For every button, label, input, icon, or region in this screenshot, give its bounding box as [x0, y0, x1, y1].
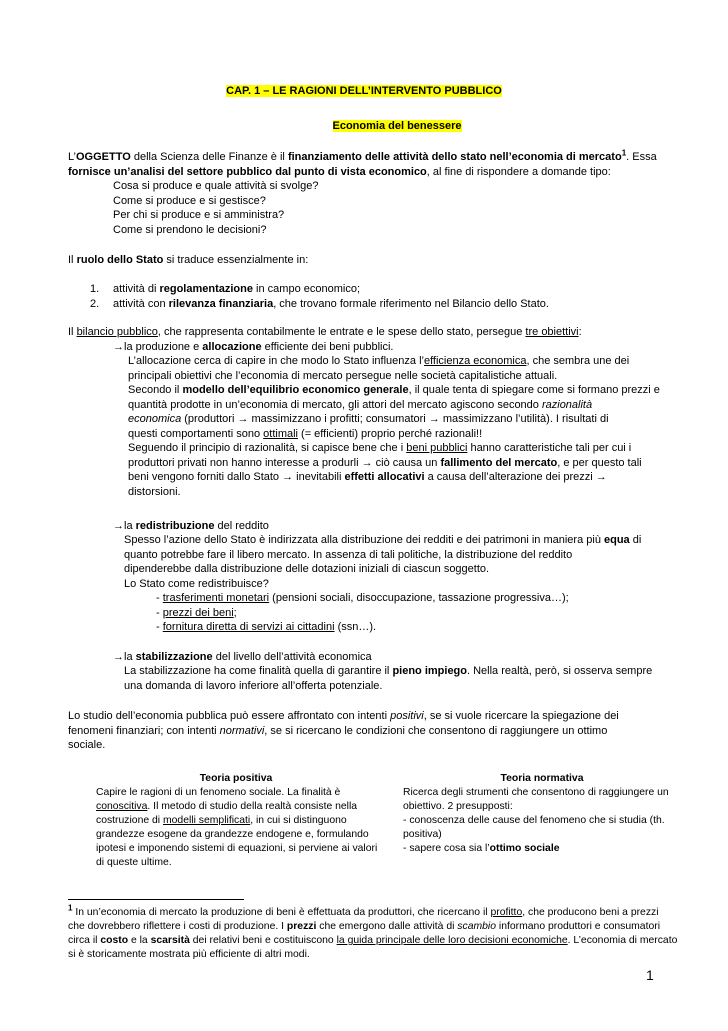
footnote-line: [68, 934, 678, 948]
footnote-underline: profitto: [490, 907, 523, 918]
footnote-line: si è storicamente mostrata più efficiente di altri modi.: [68, 949, 310, 960]
dash: -: [156, 607, 163, 619]
positiva-line: [96, 800, 376, 814]
arrow-icon: →: [361, 457, 373, 469]
positiva-text: , in cui si distinguono: [250, 815, 347, 826]
alloc-text: ciò causa un: [372, 457, 441, 469]
alloc-text: , che sembra une dei: [526, 355, 630, 367]
positiva-underline: modelli semplificati: [163, 815, 251, 826]
redis-text: ;: [233, 607, 237, 619]
ruolo-item-text: [113, 282, 360, 297]
alloc-bold: modello dell’equilibrio economico generale: [182, 384, 409, 396]
teoria-normativa-column: [403, 772, 669, 856]
footnote-text: e la: [128, 935, 151, 946]
list-number: 2.: [90, 298, 100, 310]
bilancio-text: :: [578, 326, 582, 338]
intro-text: della Scienza delle Finanze è il: [130, 151, 288, 163]
redis-line: quanto potrebbe fare il libero mercato. In assenza di tali politiche, la distribuzione del reddito: [124, 549, 573, 561]
alloc-bold: allocazione: [202, 341, 262, 353]
question-item: Per chi si produce e si amministra?: [113, 209, 285, 222]
redis-line: dipenderebbe dalla distribuzione delle dotazioni iniziali di ciascun soggetto.: [124, 563, 490, 575]
redis-bold: equa: [604, 534, 630, 546]
alloc-bold: effetti allocativi: [344, 471, 425, 483]
alloc-line: [128, 354, 629, 369]
alloc-line: [128, 383, 660, 398]
intro-text: . Essa: [626, 151, 657, 163]
normativa-line: obiettivo. 2 presupposti:: [403, 801, 513, 812]
ruolo-text: Il: [68, 254, 77, 266]
normativa-bold: ottimo sociale: [489, 843, 560, 854]
arrow-icon: →: [237, 413, 249, 425]
stab-text: del livello dell’attività economica: [212, 651, 372, 663]
alloc-underline: beni pubblici: [406, 442, 468, 454]
positiva-line: di queste ultime.: [96, 857, 172, 868]
ruolo-text: si traduce essenzialmente in:: [163, 254, 309, 266]
ruolo-item: [90, 282, 99, 297]
redis-text: del reddito: [214, 520, 269, 532]
positiva-underline: conoscitiva: [96, 801, 148, 812]
teoria-normativa-title: Teoria normativa: [500, 773, 584, 784]
footnote-line: [68, 903, 664, 920]
alloc-text: , e per questo tali: [557, 457, 642, 469]
redis-heading: [113, 519, 269, 534]
footnote: [68, 903, 678, 962]
question-list: [113, 179, 318, 237]
footnote-text: circa il: [68, 935, 101, 946]
stab-bold: stabilizzazione: [135, 651, 213, 663]
oggetto-bold: OGGETTO: [75, 151, 131, 163]
alloc-text: L’allocazione cerca di capire in che modo lo Stato influenza l’: [128, 355, 424, 367]
ruolo-line: [68, 253, 308, 268]
stab-text: . Nella realtà, però, si osserva sempre: [467, 665, 653, 677]
bilancio-line: [68, 325, 582, 340]
alloc-text: , il quale tenta di spiegare come si formano prezzi e: [408, 384, 660, 396]
stab-line: [124, 664, 652, 679]
alloc-text: (= efficienti) proprio perché razionali!!: [297, 428, 483, 440]
dash: -: [156, 621, 163, 633]
positiva-text: . Il metodo di studio della realtà consiste nella: [147, 801, 358, 812]
redis-bold: redistribuzione: [135, 520, 215, 532]
alloc-text: massimizzano i profitti; consumatori: [248, 413, 429, 425]
normativa-line: - conoscenza delle cause del fenomeno che si studia (th.: [403, 815, 665, 826]
chapter-title-row: [0, 84, 728, 99]
subtitle: Economia del benessere: [332, 120, 462, 132]
arrow-icon: →: [113, 341, 124, 353]
alloc-line: [128, 398, 592, 413]
stab-line: una domanda di lavoro inferiore all’offerta potenziale.: [124, 680, 383, 692]
redis-text: (pensioni sociali, disoccupazione, tassazione progressiva…);: [269, 592, 569, 604]
normativa-line: Ricerca degli strumenti che consentono di raggiungere un: [403, 787, 669, 798]
alloc-text: hanno caratteristiche tali per cui i: [467, 442, 632, 454]
positiva-text: costruzione di: [96, 815, 163, 826]
footnote-text: , che producono beni a prezzi: [522, 907, 659, 918]
redis-item: [156, 620, 376, 635]
intro-line-1: [68, 150, 660, 165]
dash: -: [156, 592, 163, 604]
footnote-separator: [68, 899, 244, 900]
positiva-line: [96, 814, 376, 828]
studio-text: fenomeni finanziari; con intenti: [68, 724, 220, 737]
studio-line: [68, 709, 660, 724]
alloc-line: [128, 427, 482, 442]
footnote-bold: prezzi: [286, 921, 317, 932]
alloc-text: beni vengono forniti dallo Stato: [128, 471, 283, 483]
studio-text: , se si ricercano le condizioni che consentono di raggiungere un ottimo: [264, 724, 608, 737]
alloc-italic: economica: [128, 413, 182, 425]
bilancio-text: , che rappresenta contabilmente le entrate e le spese dello stato, persegue: [157, 326, 526, 338]
alloc-line: [128, 412, 609, 427]
normativa-line: [403, 842, 661, 856]
item-text: , che trovano formale riferimento nel Bilancio dello Stato.: [273, 298, 549, 310]
footnote-text: informano produttori e consumatori: [496, 921, 661, 932]
footnote-line: [68, 920, 664, 934]
positiva-line: ipotesi e imponendo sistemi di equazioni, si perviene ai valori: [96, 843, 378, 854]
redis-text: di: [629, 534, 642, 546]
alloc-bold: fallimento del mercato: [440, 457, 558, 469]
teoria-positiva-column: [96, 772, 376, 870]
teoria-positiva-title: Teoria positiva: [199, 773, 273, 784]
footnote-bold: costo: [100, 935, 129, 946]
alloc-text: massimizzano l’utilità). I risultati di: [439, 413, 609, 425]
footnote-text: dei relativi beni e costituiscono: [189, 935, 337, 946]
alloc-text: inevitabili: [293, 471, 345, 483]
studio-italic: positivi: [390, 710, 424, 722]
alloc-text: a causa dell’alterazione dei prezzi: [424, 471, 596, 483]
ruolo-item-text: [113, 297, 549, 312]
positiva-line: Capire le ragioni di un fenomeno sociale. La finalità è: [96, 787, 341, 798]
intro-line-2: [68, 165, 611, 180]
redis-text: la: [124, 520, 136, 532]
normativa-text: - sapere cosa sia l’: [403, 843, 490, 854]
alloc-italic: razionalità: [541, 399, 593, 411]
alloc-underline: efficienza economica: [423, 355, 527, 367]
alloc-underline: ottimali: [263, 428, 298, 440]
item-bold: rilevanza finanziaria: [168, 298, 274, 310]
arrow-icon: →: [113, 651, 124, 663]
question-item: Come si prendono le decisioni?: [113, 223, 267, 236]
intro-bold: finanziamento delle attività dello stato nell’economia di mercato: [287, 151, 622, 163]
footnote-underline: la guida principale delle loro decisioni economiche: [336, 935, 568, 946]
alloc-line: distorsioni.: [128, 486, 181, 498]
alloc-heading: [113, 340, 393, 355]
item-text: attività di: [113, 283, 160, 295]
stab-bold: pieno impiego: [392, 665, 467, 677]
footnote-number: 1: [68, 903, 73, 913]
intro-bold: fornisce un’analisi del settore pubblico dal punto di vista economico: [68, 166, 427, 178]
stab-heading: [113, 650, 372, 665]
studio-italic: normativi: [219, 724, 265, 737]
normativa-line: positiva): [403, 829, 442, 840]
studio-line: sociale.: [68, 739, 106, 752]
alloc-text: questi comportamenti sono: [128, 428, 264, 440]
redis-item: [156, 606, 237, 621]
footnote-text: . L’economia di mercato: [567, 935, 678, 946]
alloc-text: Secondo il: [128, 384, 183, 396]
redis-line: Lo Stato come redistribuisce?: [124, 578, 269, 590]
alloc-line: principali obiettivi che l’economia di mercato persegue nelle società capitalistiche attuali.: [128, 370, 558, 382]
ruolo-bold: ruolo dello Stato: [76, 254, 164, 266]
redis-item: [156, 591, 569, 606]
footnote-bold: scarsità: [150, 935, 190, 946]
list-number: 1.: [90, 283, 100, 295]
intro-text: L’: [68, 151, 76, 163]
page-number: 1: [646, 967, 654, 983]
footnote-text: In un’economia di mercato la produzione di beni è effettuata da produttori, che ricercano il: [72, 907, 491, 918]
item-text: in campo economico;: [253, 283, 360, 295]
redis-underline: fornitura diretta di servizi ai cittadini: [162, 621, 335, 633]
footnote-italic: scambio: [457, 921, 496, 932]
redis-underline: prezzi dei beni: [162, 607, 234, 619]
stab-text: la: [124, 651, 136, 663]
footnote-ref[interactable]: 1: [621, 148, 627, 158]
alloc-text: efficiente dei beni pubblici.: [261, 341, 394, 353]
stab-text: La stabilizzazione ha come finalità quella di garantire il: [124, 665, 393, 677]
alloc-text: (produttori: [181, 413, 238, 425]
bilancio-underline: bilancio pubblico: [76, 326, 158, 338]
ruolo-item: [90, 297, 99, 312]
redis-text: Spesso l’azione dello Stato è indirizzata alla distribuzione dei redditi e dei patrimoni in maniera più: [124, 534, 604, 546]
question-item: Cosa si produce e quale attività si svolge?: [113, 180, 319, 192]
alloc-line: [128, 470, 607, 485]
alloc-line: [128, 456, 642, 471]
item-bold: regolamentazione: [159, 283, 253, 295]
alloc-text: Seguendo il principio di razionalità, si capisce bene che i: [128, 442, 407, 454]
alloc-text: produttori privati non hanno interesse a produrli: [128, 457, 362, 469]
studio-paragraph: [68, 709, 660, 753]
alloc-text: la produzione e: [124, 341, 203, 353]
intro-text: , al fine di rispondere a domande tipo:: [426, 166, 611, 178]
studio-text: Lo studio dell’economia pubblica può essere affrontato con intenti: [68, 710, 391, 722]
positiva-line: grandezze esogene da grandezze endogene e, formulando: [96, 829, 369, 840]
studio-text: , se si vuole ricercare la spiegazione dei: [423, 710, 619, 722]
redis-text: (ssn…).: [334, 621, 377, 633]
arrow-icon: →: [428, 413, 440, 425]
question-item: Come si produce e si gestisce?: [113, 194, 266, 207]
arrow-icon: →: [595, 471, 607, 483]
item-text: attività con: [113, 298, 169, 310]
subtitle-row: [0, 119, 728, 134]
alloc-text: quantità prodotte in un’economia di mercato, gli attori del mercato agiscono secondo: [128, 399, 542, 411]
footnote-text: che emergono dalle attività di: [316, 921, 458, 932]
alloc-line: [128, 441, 631, 456]
redis-line: [124, 533, 641, 548]
studio-line: [68, 724, 660, 739]
arrow-icon: →: [282, 471, 294, 483]
arrow-icon: →: [113, 520, 124, 532]
tre-obiettivi: tre obiettivi: [525, 326, 579, 338]
chapter-title: CAP. 1 – LE RAGIONI DELL’INTERVENTO PUBBLICO: [226, 85, 502, 97]
footnote-text: che dovrebbero riflettere i costi di produzione. I: [68, 921, 287, 932]
bilancio-text: Il: [68, 326, 77, 338]
redis-underline: trasferimenti monetari: [162, 592, 270, 604]
